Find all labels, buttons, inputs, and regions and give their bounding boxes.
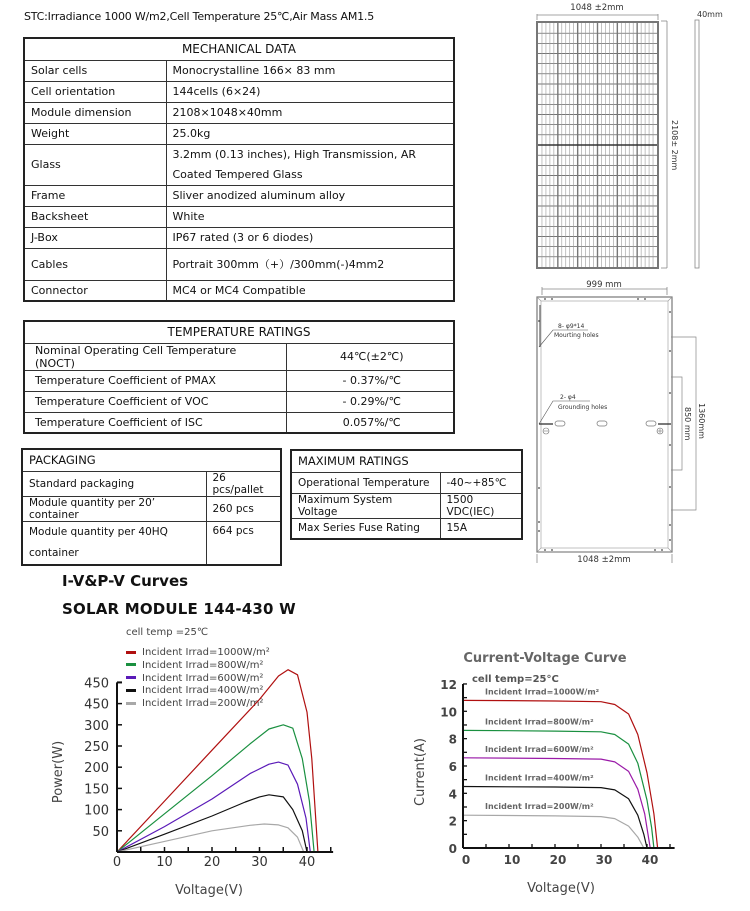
temp-label: Temperature Coefficient of ISC xyxy=(24,412,286,433)
temp-label: Nominal Operating Cell Temperature (NOCT) xyxy=(24,343,286,370)
mech-label: Glass xyxy=(24,144,166,185)
mech-label: J-Box xyxy=(24,227,166,248)
iv-x-tick: 40 xyxy=(641,853,659,867)
max-label: Maximum System Voltage xyxy=(291,493,440,518)
mech-value: Portrait 300mm（+）/300mm(-)4mm2 xyxy=(166,248,454,280)
grounding-label: Grounding holes xyxy=(558,404,608,411)
temp-value: - 0.29%/℃ xyxy=(286,391,454,412)
iv-y-tick: 6 xyxy=(448,759,457,774)
pv-series-line xyxy=(117,725,314,852)
current-voltage-chart xyxy=(400,640,750,911)
legend-swatch xyxy=(126,651,136,654)
temp-label: Temperature Coefficient of VOC xyxy=(24,391,286,412)
power-voltage-chart xyxy=(0,660,380,911)
pv-y-tick: 450 xyxy=(84,676,109,692)
module-heading: SOLAR MODULE 144-430 W xyxy=(62,600,296,618)
pv-series-line xyxy=(117,824,304,852)
pv-y-tick: 200 xyxy=(84,761,109,777)
temp-value: - 0.37%/℃ xyxy=(286,370,454,391)
pv-y-tick: 300 xyxy=(84,718,109,734)
pack-value: 26 pcs/pallet xyxy=(206,471,281,496)
iv-series-label: Incident Irrad=600W/m² xyxy=(485,744,594,754)
iv-cell-temp: cell temp=25°C xyxy=(472,674,559,685)
mechanical-title: MECHANICAL DATA xyxy=(24,38,454,60)
outer-dim-label: 1360mm xyxy=(697,403,706,439)
inner-dim-label: 850 mm xyxy=(683,407,692,441)
mech-label: Module dimension xyxy=(24,102,166,123)
grounding-spec: 2- φ4 xyxy=(560,394,576,401)
pack-value: 260 pcs xyxy=(206,496,281,521)
iv-series-label: Incident Irrad=1000W/m² xyxy=(485,687,600,697)
mech-label: Solar cells xyxy=(24,60,166,81)
iv-title: Current-Voltage Curve xyxy=(463,651,627,666)
packaging-table xyxy=(21,448,282,566)
legend-item: Incident Irrad=600W/m² xyxy=(126,673,270,686)
mounting-label: Mourting holes xyxy=(554,332,599,339)
pv-y-tick: 100 xyxy=(84,803,109,819)
pv-series-line xyxy=(117,762,310,852)
temp-value: 0.057%/℃ xyxy=(286,412,454,433)
pv-cell-temp: cell temp =25℃ xyxy=(126,627,209,638)
pv-series-line xyxy=(117,670,318,852)
mech-value: IP67 rated (3 or 6 diodes) xyxy=(166,227,454,248)
pv-ylabel: Power(W) xyxy=(51,740,66,804)
max-value: -40~+85℃ xyxy=(440,472,522,493)
mounting-spec: 8- φ9*14 xyxy=(558,323,585,330)
temp-value: 44℃(±2℃) xyxy=(286,343,454,370)
mech-label: Cell orientation xyxy=(24,81,166,102)
iv-x-tick: 20 xyxy=(549,853,567,867)
iv-ylabel: Current(A) xyxy=(413,738,428,806)
iv-y-tick: 4 xyxy=(448,787,457,802)
mech-label: Cables xyxy=(24,248,166,280)
legend-item: Incident Irrad=400W/m² xyxy=(126,685,270,698)
max-label: Operational Temperature xyxy=(291,472,440,493)
iv-x-tick: 0 xyxy=(461,853,471,867)
iv-y-tick: 12 xyxy=(440,677,457,692)
iv-y-tick: 0 xyxy=(448,842,457,856)
pack-value: 664 pcs xyxy=(206,521,281,565)
mech-value: 25.0kg xyxy=(166,123,454,144)
pv-x-tick: 30 xyxy=(251,855,268,870)
pv-x-tick: 10 xyxy=(156,855,173,870)
iv-series-line xyxy=(463,815,644,848)
side-profile xyxy=(695,20,699,268)
pv-y-tick: 450 xyxy=(84,697,109,713)
maximum-title: MAXIMUM RATINGS xyxy=(291,450,522,472)
back-top-label: 999 mm xyxy=(586,280,622,290)
back-bottom-label: 1048 ±2mm xyxy=(577,555,631,565)
max-label: Max Series Fuse Rating xyxy=(291,518,440,539)
mech-value: 144cells (6×24) xyxy=(166,81,454,102)
mech-label: Weight xyxy=(24,123,166,144)
max-value: 15A xyxy=(440,518,522,539)
pv-series-line xyxy=(117,795,307,852)
mech-label: Connector xyxy=(24,280,166,301)
legend-item: Incident Irrad=1000W/m² xyxy=(126,647,270,660)
stc-note: STC:Irradiance 1000 W/m2,Cell Temperature 25℃,Air Mass AM1.5 xyxy=(24,10,375,23)
mech-label: Frame xyxy=(24,185,166,206)
temp-label: Temperature Coefficient of PMAX xyxy=(24,370,286,391)
iv-series-label: Incident Irrad=800W/m² xyxy=(485,717,594,727)
iv-xlabel: Voltage(V) xyxy=(527,881,595,896)
mech-value: Monocrystalline 166× 83 mm xyxy=(166,60,454,81)
iv-y-tick: 8 xyxy=(448,732,457,747)
pv-x-tick: 40 xyxy=(298,855,316,870)
maximum-ratings-table xyxy=(290,449,523,540)
pack-label: Module quantity per 20’ container xyxy=(22,496,206,521)
temperature-title: TEMPERATURE RATINGS xyxy=(24,321,454,343)
pack-label: Module quantity per 40HQ container xyxy=(22,521,206,565)
iv-x-tick: 30 xyxy=(595,853,613,867)
iv-y-tick: 2 xyxy=(448,814,457,829)
depth-label: 40mm xyxy=(697,10,723,19)
pv-y-tick: 50 xyxy=(92,824,109,840)
mech-value: White xyxy=(166,206,454,227)
legend-item: Incident Irrad=800W/m² xyxy=(126,660,270,673)
max-value: 1500 VDC(IEC) xyxy=(440,493,522,518)
pv-x-tick: 20 xyxy=(203,855,221,870)
mech-value: 3.2mm (0.13 inches), High Transmission, AR Coated Tempered Glass xyxy=(166,144,454,185)
front-width-label: 1048 ±2mm xyxy=(570,3,624,13)
pv-y-tick: 150 xyxy=(84,782,109,798)
mech-label: Backsheet xyxy=(24,206,166,227)
packaging-title: PACKAGING xyxy=(22,449,281,471)
curves-heading: I-V&P-V Curves xyxy=(62,572,189,590)
pack-label: Standard packaging xyxy=(22,471,206,496)
mech-value: 2108×1048×40mm xyxy=(166,102,454,123)
front-height-label: 2108± 2mm xyxy=(670,120,679,171)
pv-y-tick: 250 xyxy=(84,740,109,755)
pv-x-tick: 0 xyxy=(112,855,122,870)
pv-xlabel: Voltage(V) xyxy=(175,883,243,898)
iv-x-tick: 10 xyxy=(503,853,521,867)
mechanical-data-table xyxy=(23,37,455,302)
mech-value: Sliver anodized aluminum alloy xyxy=(166,185,454,206)
mech-value: MC4 or MC4 Compatible xyxy=(166,280,454,301)
legend-item: Incident Irrad=200W/m² xyxy=(126,698,270,711)
back-view-drawing xyxy=(525,275,750,575)
iv-y-tick: 10 xyxy=(440,705,457,720)
iv-series-label: Incident Irrad=200W/m² xyxy=(485,802,594,812)
front-view-drawing xyxy=(530,0,750,280)
iv-series-label: Incident Irrad=400W/m² xyxy=(485,773,594,783)
iv-series-line xyxy=(463,787,647,849)
temperature-ratings-table xyxy=(23,320,455,434)
